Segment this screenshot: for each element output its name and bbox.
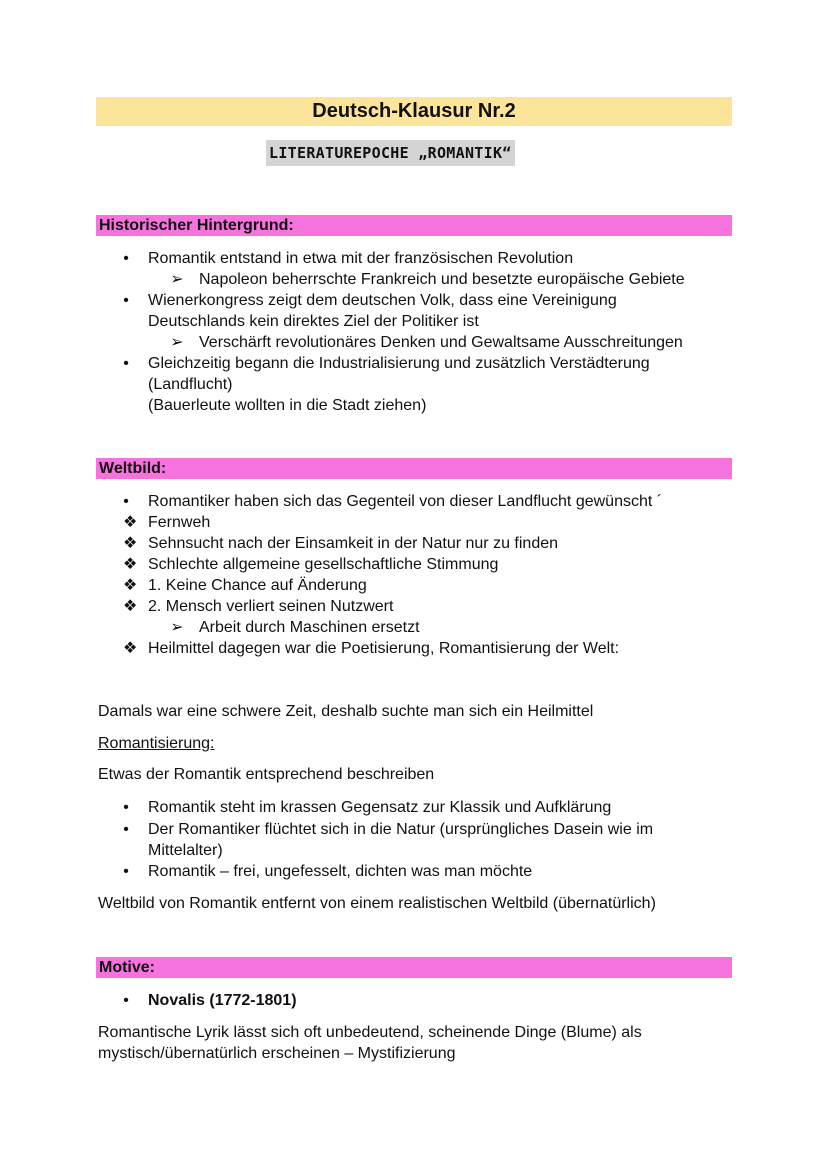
bullet-arrow-icon: ➢ [170, 619, 184, 636]
list-item: Romantik entstand in etwa mit der französischen Revolution [148, 250, 574, 267]
list-item: Arbeit durch Maschinen ersetzt [199, 619, 420, 636]
paragraph-continuation: mystisch/übernatürlich erscheinen – Mystifizierung [98, 1045, 456, 1062]
bullet-dot-icon: • [123, 992, 129, 1009]
bullet-dot-icon: • [123, 863, 129, 880]
list-item-continuation: (Landflucht) [148, 376, 233, 393]
list-item-continuation: Deutschlands kein direktes Ziel der Politiker ist [148, 313, 479, 330]
list-item: Fernweh [148, 514, 211, 531]
list-item-bold: Novalis (1772-1801) [148, 992, 297, 1009]
list-item: Romantiker haben sich das Gegenteil von dieser Landflucht gewünscht ´ [148, 493, 663, 510]
list-item: Romantik – frei, ungefesselt, dichten was man möchte [148, 863, 533, 880]
section-heading-historisch: Historischer Hintergrund: [96, 215, 732, 236]
sub-heading-romantisierung: Romantisierung: [98, 735, 215, 752]
paragraph: Romantische Lyrik lässt sich oft unbedeutend, scheinende Dinge (Blume) als [98, 1024, 642, 1041]
list-item-continuation: (Bauerleute wollten in die Stadt ziehen) [148, 397, 427, 414]
bullet-diamond-icon: ❖ [123, 577, 138, 594]
bullet-dot-icon: • [123, 821, 129, 838]
bullet-dot-icon: • [123, 250, 129, 267]
bullet-arrow-icon: ➢ [170, 334, 184, 351]
section-heading-weltbild: Weltbild: [96, 458, 732, 479]
paragraph: Weltbild von Romantik entfernt von einem realistischen Weltbild (übernatürlich) [98, 895, 656, 912]
bullet-arrow-icon: ➢ [170, 271, 184, 288]
list-item: Napoleon beherrschte Frankreich und besetzte europäische Gebiete [199, 271, 685, 288]
list-item: 1. Keine Chance auf Änderung [148, 577, 367, 594]
list-item: Verschärft revolutionäres Denken und Gewaltsame Ausschreitungen [199, 334, 683, 351]
bullet-dot-icon: • [123, 799, 129, 816]
bullet-diamond-icon: ❖ [123, 640, 138, 657]
list-item: Romantik steht im krassen Gegensatz zur Klassik und Aufklärung [148, 799, 612, 816]
bullet-dot-icon: • [123, 493, 129, 510]
list-item: Schlechte allgemeine gesellschaftliche Stimmung [148, 556, 499, 573]
page-subtitle: LITERATUREPOCHE „ROMANTIK“ [266, 140, 515, 166]
section-heading-motive: Motive: [96, 957, 732, 978]
list-item: Heilmittel dagegen war die Poetisierung, Romantisierung der Welt: [148, 640, 620, 657]
bullet-dot-icon: • [123, 355, 129, 372]
list-item: Sehnsucht nach der Einsamkeit in der Natur nur zu finden [148, 535, 559, 552]
list-item: Gleichzeitig begann die Industrialisierung und zusätzlich Verstädterung [148, 355, 650, 372]
bullet-dot-icon: • [123, 292, 129, 309]
list-item: Wienerkongress zeigt dem deutschen Volk, dass eine Vereinigung [148, 292, 617, 309]
list-item: 2. Mensch verliert seinen Nutzwert [148, 598, 394, 615]
page-title: Deutsch-Klausur Nr.2 [96, 97, 732, 126]
paragraph: Etwas der Romantik entsprechend beschreiben [98, 766, 435, 783]
list-item-continuation: Mittelalter) [148, 842, 223, 859]
list-item: Der Romantiker flüchtet sich in die Natur (ursprüngliches Dasein wie im [148, 821, 654, 838]
paragraph: Damals war eine schwere Zeit, deshalb suchte man sich ein Heilmittel [98, 703, 594, 720]
bullet-diamond-icon: ❖ [123, 556, 138, 573]
bullet-diamond-icon: ❖ [123, 535, 138, 552]
bullet-diamond-icon: ❖ [123, 598, 138, 615]
bullet-diamond-icon: ❖ [123, 514, 138, 531]
